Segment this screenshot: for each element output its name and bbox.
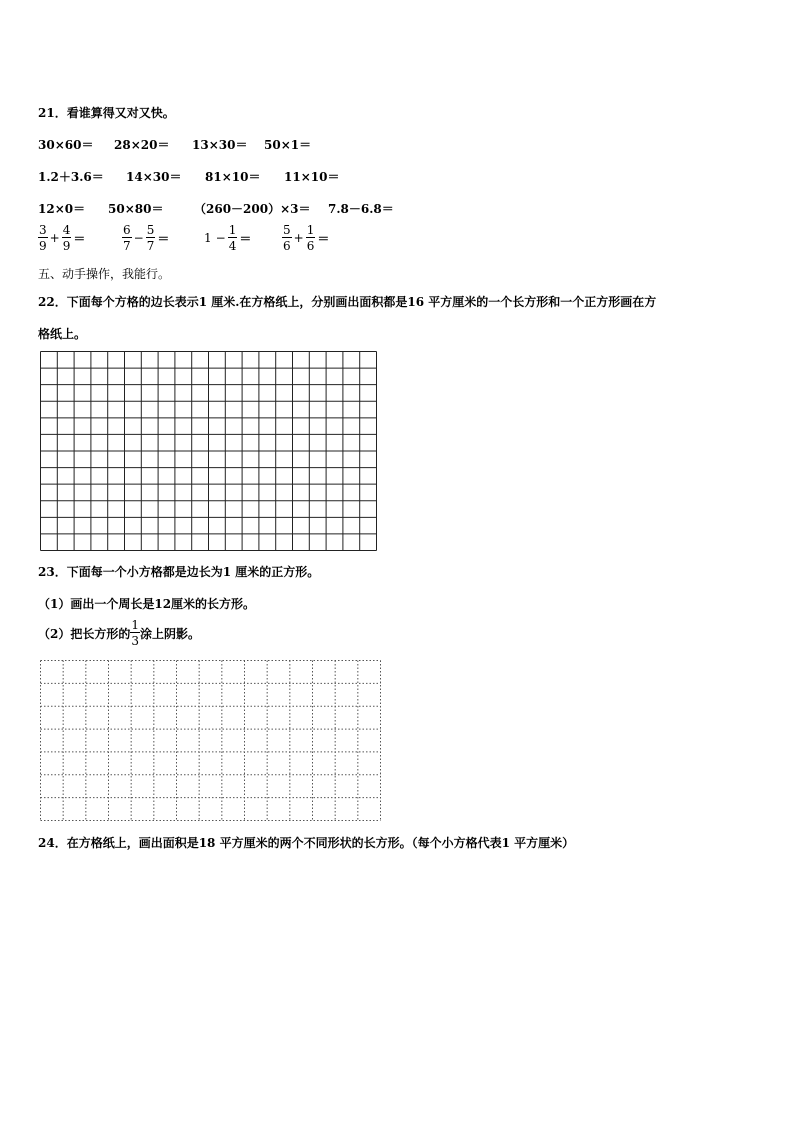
q21-r2-c1: 1.2＋3.6＝ xyxy=(38,170,104,184)
fraction xyxy=(228,224,238,252)
q21-r3-c4: 7.8－6.8＝ xyxy=(328,202,394,216)
operator: − xyxy=(215,231,226,245)
numerator: 1 xyxy=(131,618,139,632)
fraction xyxy=(130,619,140,647)
fraction xyxy=(146,224,156,252)
whole-number: 1 xyxy=(204,231,212,245)
operator: + xyxy=(293,231,304,245)
q24-title: 24．在方格纸上，画出面积是18 平方厘米的两个不同形状的长方形。（每个小方格代表1 平方厘米） xyxy=(38,836,575,850)
fraction xyxy=(282,224,292,252)
denominator: 4 xyxy=(228,239,237,253)
equals: ＝ xyxy=(239,231,252,246)
q21-r3-c3: （260－200）×3＝ xyxy=(194,202,311,216)
q21-r3-c1: 12×0＝ xyxy=(38,202,86,216)
numerator: 1 xyxy=(306,223,315,237)
q23-part2-before: （2）把长方形的 xyxy=(38,626,131,641)
operator: − xyxy=(133,231,144,245)
dotted-grid[interactable] xyxy=(40,660,381,821)
equals: ＝ xyxy=(317,231,330,246)
operator: + xyxy=(49,231,60,245)
denominator: 9 xyxy=(39,239,47,253)
numerator: 4 xyxy=(62,223,71,237)
q21-r1-c1: 30×60＝ xyxy=(38,138,94,152)
equals: ＝ xyxy=(73,231,86,246)
q21-r2-c4: 11×10＝ xyxy=(284,170,340,184)
q21-r1-c2: 28×20＝ xyxy=(114,138,170,152)
section-5-title: 五、动手操作，我能行。 xyxy=(38,267,171,281)
fraction-expr-2 xyxy=(122,224,171,252)
fraction-expr-3 xyxy=(202,224,253,252)
q23-part2 xyxy=(38,619,200,647)
fraction-expr-4 xyxy=(282,224,331,252)
q22-line2: 格纸上。 xyxy=(38,327,87,341)
q23-title: 23．下面每一个小方格都是边长为1 厘米的正方形。 xyxy=(38,565,320,579)
q21-r2-c3: 81×10＝ xyxy=(205,170,261,184)
q21-r2-c2: 14×30＝ xyxy=(126,170,182,184)
fraction xyxy=(306,224,316,252)
fraction-expr-1 xyxy=(38,224,87,252)
denominator: 3 xyxy=(131,634,139,648)
denominator: 6 xyxy=(306,239,315,253)
q22-line1: 22．下面每个方格的边长表示1 厘米.在方格纸上，分别画出面积都是16 平方厘米的一个长方形和一个正方形画在方 xyxy=(38,295,657,309)
numerator: 6 xyxy=(123,223,131,237)
q23-part1: （1）画出一个周长是12厘米的长方形。 xyxy=(38,597,256,611)
fraction xyxy=(62,224,72,252)
q21-r3-c2: 50×80＝ xyxy=(108,202,164,216)
denominator: 7 xyxy=(123,239,131,253)
q21-r1-c3: 13×30＝ xyxy=(192,138,248,152)
q21-title: 21．看谁算得又对又快。 xyxy=(38,106,175,120)
denominator: 9 xyxy=(62,239,71,253)
numerator: 3 xyxy=(39,223,47,237)
numerator: 5 xyxy=(146,223,155,237)
fraction xyxy=(122,224,132,252)
denominator: 7 xyxy=(146,239,155,253)
numerator: 1 xyxy=(228,223,237,237)
equals: ＝ xyxy=(157,231,170,246)
numerator: 5 xyxy=(283,223,291,237)
q23-part2-after: 涂上阴影。 xyxy=(140,626,201,641)
solid-grid[interactable] xyxy=(40,351,377,551)
q21-r1-c4: 50×1＝ xyxy=(264,138,312,152)
fraction xyxy=(38,224,48,252)
denominator: 6 xyxy=(283,239,291,253)
